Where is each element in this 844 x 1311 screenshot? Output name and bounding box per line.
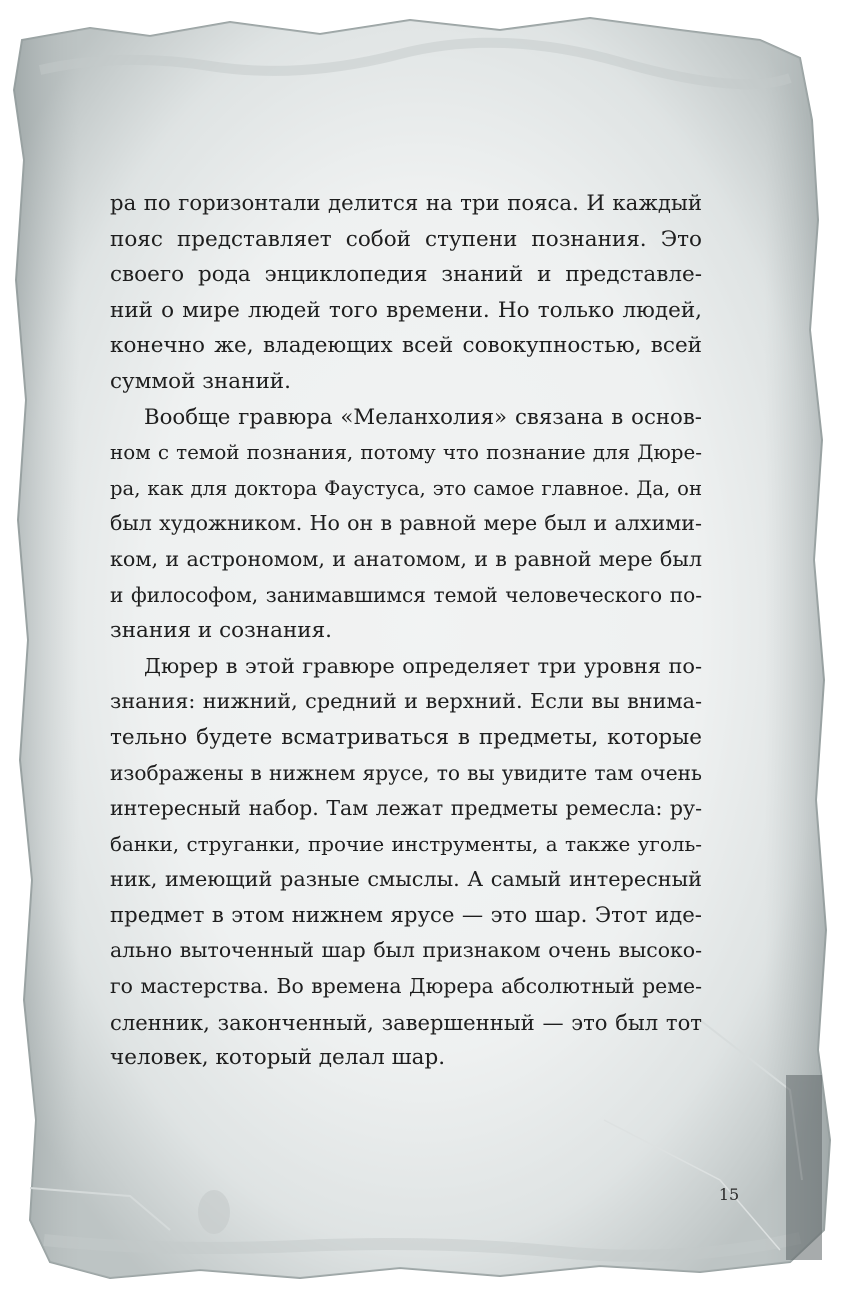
text-line: человек, который делал шар. [110,1045,446,1071]
text-line: сленник, законченный, завершенный — это был тот [110,1009,702,1035]
text-line: Дюрер в этой гравюре определяет три уровня по- [144,653,702,678]
text-line: ра, как для доктора Фаустуса, это самое главное. Да, он [110,476,702,500]
text-line: банки, струганки, прочие инструменты, а также уголь- [110,832,702,856]
text-line: был художником. Но он в равной мере был и алхими- [110,511,702,536]
text-line: знания: нижний, средний и верхний. Если вы внима- [110,689,702,714]
text-line: ально выточенный шар был признаком очень высоко- [110,938,702,963]
body-text [110,186,702,1076]
text-line: своего рода энциклопедия знаний и представле- [110,262,702,288]
text-line: изображены в нижнем ярусе, то вы увидите там очень [110,760,702,785]
text-line: Вообще гравюра «Меланхолия» связана в основ- [144,404,702,430]
text-line: пояс представляет собой ступени познания. Это [110,226,702,252]
text-line: конечно же, владеющих всей совокупностью, всей [110,333,702,359]
text-line: ник, имеющий разные смыслы. А самый интересный [110,867,702,892]
text-line: го мастерства. Во времена Дюрера абсолютный реме- [110,974,702,999]
text-line: знания и сознания. [110,618,333,644]
text-line: интересный набор. Там лежат предметы ремесла: ру- [110,796,702,821]
text-line: ком, и астрономом, и анатомом, и в равной мере был [110,546,702,571]
text-line: предмет в этом нижнем ярусе — это шар. Этот иде- [110,902,702,928]
page-number: 15 [718,1185,740,1204]
text-line: и философом, занимавшимся темой человеческого по- [110,582,702,607]
text-line: ра по горизонтали делится на три пояса. И каждый [110,191,702,216]
text-line: ний о мире людей того времени. Но только людей, [110,297,702,323]
text-line: суммой знаний. [110,368,291,394]
text-line: ном с темой познания, потому что познание для Дюре- [110,441,702,465]
text-line: тельно будете всматриваться в предметы, которые [110,724,702,750]
